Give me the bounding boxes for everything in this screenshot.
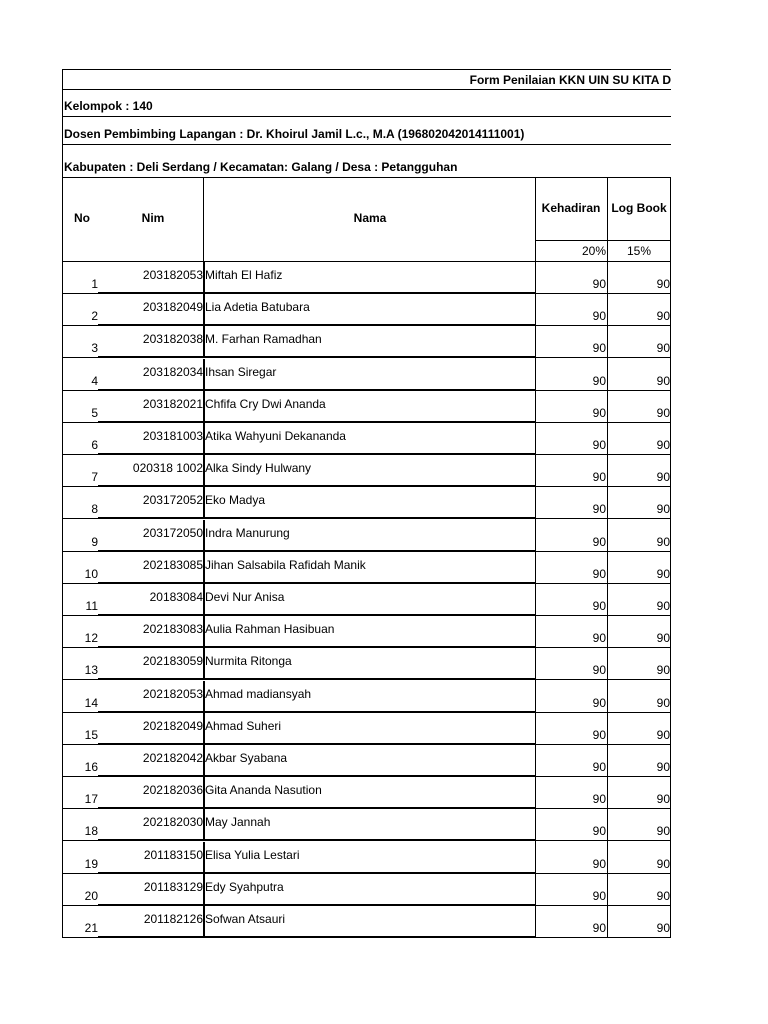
row-logbook: 90 bbox=[656, 309, 670, 324]
row-no: 5 bbox=[91, 405, 98, 420]
row-kehadiran: 90 bbox=[592, 373, 606, 388]
row-no: 10 bbox=[84, 566, 98, 581]
row-logbook: 90 bbox=[656, 727, 670, 742]
row-logbook: 90 bbox=[656, 663, 670, 678]
col-divider bbox=[203, 906, 205, 938]
row-logbook: 90 bbox=[656, 888, 670, 903]
table-row bbox=[62, 681, 671, 713]
table-row bbox=[62, 423, 671, 455]
col-divider bbox=[203, 648, 205, 680]
col-divider bbox=[203, 294, 205, 326]
row-nim: 202183083 bbox=[142, 622, 203, 637]
row-no: 2 bbox=[91, 309, 98, 324]
row-nama: Ihsan Siregar bbox=[205, 364, 277, 379]
row-no: 7 bbox=[91, 470, 98, 485]
row-nama: Devi Nur Anisa bbox=[205, 590, 285, 604]
table-row bbox=[62, 713, 671, 745]
table-top-border bbox=[62, 177, 671, 178]
row-kehadiran: 90 bbox=[592, 760, 606, 774]
row-kehadiran: 90 bbox=[592, 277, 606, 291]
row-nama: Aulia Rahman Hasibuan bbox=[205, 622, 335, 637]
col-divider bbox=[203, 552, 205, 584]
row-nama: Gita Ananda Nasution bbox=[205, 783, 322, 798]
row-nim: 202182036 bbox=[142, 783, 203, 798]
col-divider bbox=[203, 326, 205, 358]
row-nama: Chfifa Cry Dwi Ananda bbox=[205, 396, 326, 411]
col-divider bbox=[203, 681, 205, 713]
row-logbook: 90 bbox=[656, 277, 670, 291]
row-logbook: 90 bbox=[656, 599, 670, 613]
row-nama: Miftah El Hafiz bbox=[205, 268, 283, 282]
row-no: 16 bbox=[84, 760, 98, 774]
row-kehadiran: 90 bbox=[592, 341, 606, 356]
row-nim: 202182030 bbox=[142, 815, 203, 830]
table-row bbox=[62, 842, 671, 874]
row-nim: 202182049 bbox=[142, 718, 203, 733]
table-row bbox=[62, 874, 671, 906]
kelompok-label: Kelompok : 140 bbox=[64, 99, 153, 113]
table-row bbox=[62, 326, 671, 358]
table-row bbox=[62, 262, 671, 294]
row-no: 3 bbox=[91, 341, 98, 356]
row-logbook: 90 bbox=[656, 470, 670, 485]
row-kehadiran: 90 bbox=[592, 856, 606, 871]
dosen-label: Dosen Pembimbing Lapangan : Dr. Khoirul Jamil L.c., M.A (196802042014111001) bbox=[64, 127, 525, 141]
header-nama: Nama bbox=[353, 211, 387, 225]
table-row bbox=[62, 745, 671, 777]
row-kehadiran: 90 bbox=[592, 405, 606, 420]
row-logbook: 90 bbox=[656, 341, 670, 356]
divider bbox=[62, 116, 671, 117]
row-nim: 203182034 bbox=[142, 364, 203, 379]
row-nim: 202183059 bbox=[142, 654, 203, 669]
row-logbook: 90 bbox=[656, 760, 670, 774]
row-logbook: 90 bbox=[656, 792, 670, 807]
row-nim: 202182042 bbox=[142, 751, 203, 765]
row-no: 21 bbox=[84, 921, 98, 935]
row-nama: Jihan Salsabila Rafidah Manik bbox=[205, 557, 366, 572]
col-divider bbox=[203, 455, 205, 487]
row-kehadiran: 90 bbox=[592, 502, 606, 517]
col-divider bbox=[203, 391, 205, 423]
col-divider bbox=[203, 874, 205, 906]
row-nama: Ahmad Suheri bbox=[205, 718, 282, 733]
table-row bbox=[62, 906, 671, 938]
row-nim: 203182038 bbox=[142, 332, 203, 347]
row-no: 19 bbox=[84, 856, 98, 871]
col-divider bbox=[203, 616, 205, 648]
row-kehadiran: 90 bbox=[592, 824, 606, 839]
row-no: 1 bbox=[91, 277, 98, 291]
table-row bbox=[62, 359, 671, 391]
row-kehadiran: 90 bbox=[592, 631, 606, 646]
row-kehadiran: 90 bbox=[592, 663, 606, 678]
row-nim: 203182049 bbox=[142, 300, 203, 315]
row-nim: 201183129 bbox=[143, 879, 203, 894]
row-logbook: 90 bbox=[656, 921, 670, 935]
row-nim: 201182126 bbox=[143, 912, 203, 926]
row-kehadiran: 90 bbox=[592, 566, 606, 581]
row-nama: Edy Syahputra bbox=[205, 879, 284, 894]
row-logbook: 90 bbox=[656, 438, 670, 452]
table-row bbox=[62, 294, 671, 326]
row-nim: 203172052 bbox=[142, 493, 203, 508]
row-nama: Elisa Yulia Lestari bbox=[205, 847, 300, 862]
row-logbook: 90 bbox=[656, 373, 670, 388]
table-row bbox=[62, 777, 671, 809]
row-logbook: 90 bbox=[656, 824, 670, 839]
row-no: 17 bbox=[84, 792, 98, 807]
col-divider bbox=[203, 842, 205, 874]
row-no: 18 bbox=[84, 824, 98, 839]
row-kehadiran: 90 bbox=[592, 888, 606, 903]
col-divider bbox=[203, 745, 205, 777]
row-nim: 202182053 bbox=[142, 686, 203, 701]
col-divider bbox=[203, 177, 204, 262]
col-divider bbox=[203, 809, 205, 841]
row-nim: 20183084 bbox=[149, 590, 203, 604]
top-border bbox=[62, 69, 671, 70]
weight-logbook: 15% bbox=[626, 244, 652, 258]
row-divider bbox=[62, 937, 671, 938]
col-divider bbox=[203, 423, 205, 455]
row-no: 4 bbox=[91, 373, 98, 388]
row-nama: Alka Sindy Hulwany bbox=[205, 461, 312, 476]
row-nama: May Jannah bbox=[205, 815, 271, 830]
row-logbook: 90 bbox=[656, 566, 670, 581]
row-kehadiran: 90 bbox=[592, 309, 606, 324]
row-kehadiran: 90 bbox=[592, 438, 606, 452]
table-row bbox=[62, 552, 671, 584]
row-logbook: 90 bbox=[656, 405, 670, 420]
table-row bbox=[62, 520, 671, 552]
row-no: 13 bbox=[84, 663, 98, 678]
row-nim: 201183150 bbox=[143, 847, 203, 862]
row-nim: 202183085 bbox=[142, 557, 203, 572]
row-no: 12 bbox=[84, 631, 98, 646]
table-row bbox=[62, 391, 671, 423]
header-no: No bbox=[74, 211, 90, 225]
row-kehadiran: 90 bbox=[592, 727, 606, 742]
row-no: 14 bbox=[84, 695, 98, 710]
table-row bbox=[62, 584, 671, 616]
row-no: 11 bbox=[85, 599, 98, 613]
divider bbox=[62, 89, 671, 90]
row-nama: Eko Madya bbox=[205, 493, 266, 508]
row-logbook: 90 bbox=[656, 856, 670, 871]
row-no: 8 bbox=[91, 502, 98, 517]
row-kehadiran: 90 bbox=[592, 599, 606, 613]
header-logbook: Log Book bbox=[611, 201, 667, 215]
row-no: 15 bbox=[84, 727, 98, 742]
row-nim: 203182053 bbox=[142, 268, 203, 282]
weight-divider bbox=[535, 240, 671, 241]
row-nama: Ahmad madiansyah bbox=[205, 686, 312, 701]
col-divider bbox=[203, 584, 205, 616]
divider bbox=[62, 144, 671, 145]
row-nama: Sofwan Atsauri bbox=[205, 912, 286, 926]
col-divider bbox=[203, 713, 205, 745]
row-nim: 203181003 bbox=[142, 429, 203, 443]
row-no: 9 bbox=[91, 534, 98, 549]
col-divider bbox=[203, 487, 205, 519]
header-kehadiran: Kehadiran bbox=[541, 201, 601, 215]
row-nama: Lia Adetia Batubara bbox=[205, 300, 310, 315]
table-row bbox=[62, 648, 671, 680]
row-logbook: 90 bbox=[656, 502, 670, 517]
row-kehadiran: 90 bbox=[592, 470, 606, 485]
col-divider bbox=[203, 777, 205, 809]
col-divider bbox=[203, 262, 205, 294]
form-title: Form Penilaian KKN UIN SU KITA D bbox=[469, 73, 671, 87]
row-kehadiran: 90 bbox=[592, 792, 606, 807]
table-row bbox=[62, 455, 671, 487]
row-nim: 203172050 bbox=[142, 525, 203, 540]
row-no: 6 bbox=[91, 438, 98, 452]
table-row bbox=[62, 487, 671, 519]
col-divider bbox=[203, 520, 205, 552]
row-nama: Atika Wahyuni Dekananda bbox=[205, 429, 346, 443]
row-logbook: 90 bbox=[656, 534, 670, 549]
row-kehadiran: 90 bbox=[592, 695, 606, 710]
row-nim: 203182021 bbox=[142, 396, 203, 411]
row-nama: Nurmita Ritonga bbox=[205, 654, 292, 669]
row-nama: Akbar Syabana bbox=[205, 751, 288, 765]
row-nama: M. Farhan Ramadhan bbox=[205, 332, 322, 347]
row-nim: 020318 1002 bbox=[132, 461, 203, 476]
table-row bbox=[62, 809, 671, 841]
lokasi-label: Kabupaten : Deli Serdang / Kecamatan: Galang / Desa : Petangguhan bbox=[64, 160, 458, 174]
row-logbook: 90 bbox=[656, 631, 670, 646]
row-no: 20 bbox=[84, 888, 98, 903]
row-nama: Indra Manurung bbox=[205, 525, 290, 540]
row-kehadiran: 90 bbox=[592, 921, 606, 935]
row-kehadiran: 90 bbox=[592, 534, 606, 549]
weight-kehadiran: 20% bbox=[581, 244, 606, 258]
row-logbook: 90 bbox=[656, 695, 670, 710]
table-row bbox=[62, 616, 671, 648]
col-divider bbox=[203, 359, 205, 391]
header-nim: Nim bbox=[141, 211, 165, 225]
